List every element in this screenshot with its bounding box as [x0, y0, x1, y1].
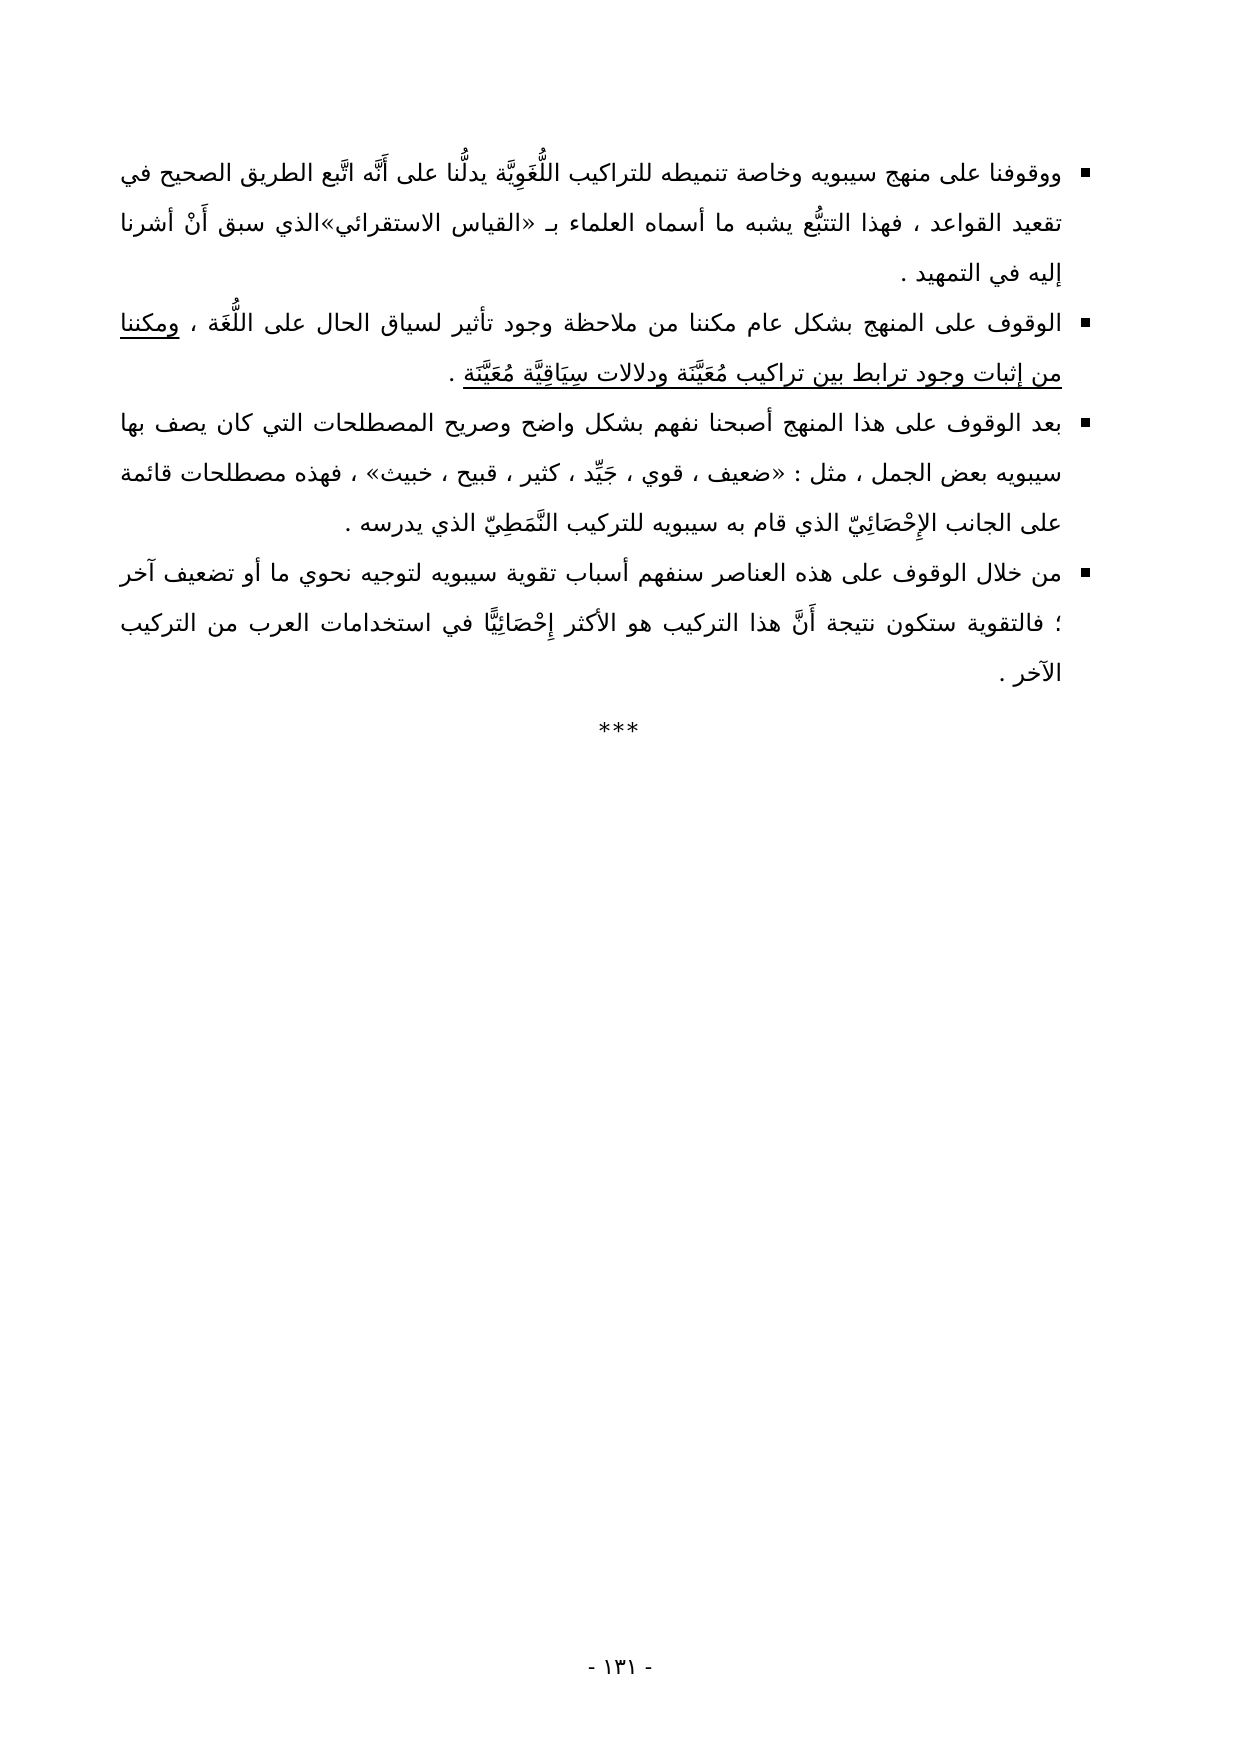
- list-item: [120, 398, 1062, 548]
- underlined-text: ومكننا من إثبات وجود ترابط بين تراكيب مُعَيَّنَة ودلالات سِيَاقِيَّة مُعَيَّنَة: [120, 309, 1062, 387]
- body-text: [120, 148, 1062, 698]
- list-item: [120, 148, 1062, 298]
- paragraph-text: بعد الوقوف على هذا المنهج أصبحنا نفهم بشكل واضح وصريح المصطلحات التي كان يصف بها سيبويه بعض الجمل ، مثل : «ضعيف ، قوي ، جَيِّد ، كثير ، قبيح ، خبيث» ، فهذه مصطلحات قائمة على الجانب الإِحْصَائِيّ الذي قام به سيبويه للتركيب النَّمَطِيّ الذي يدرسه .: [120, 409, 1062, 537]
- paragraph-text: من خلال الوقوف على هذه العناصر سنفهم أسباب تقوية سيبويه لتوجيه نحوي ما أو تضعيف آخر ؛ فالتقوية ستكون نتيجة أَنَّ هذا التركيب هو الأكثر إِحْصَائِيًّا في استخدامات العرب من التركيب الآخر .: [120, 559, 1063, 687]
- paragraph-end: .: [447, 359, 464, 387]
- paragraph-text: الوقوف على المنهج بشكل عام مكننا من ملاحظة وجود تأثير لسياق الحال على اللُّغَة ،: [179, 309, 1062, 337]
- square-bullet-icon: [1081, 568, 1090, 577]
- list-item: [120, 548, 1062, 698]
- bullet-list: [120, 148, 1062, 698]
- section-separator: ***: [599, 720, 641, 745]
- list-item: [120, 298, 1062, 398]
- square-bullet-icon: [1081, 168, 1090, 177]
- paragraph-text: ووقوفنا على منهج سيبويه وخاصة تنميطه للتراكيب اللُّغَوِيَّة يدلُّنا على أَنَّه اتَّبع الطريق الصحيح في تقعيد القواعد ، فهذا التتبُّع يشبه ما أسماه العلماء بـ «القياس الاستقرائي»الذي سبق أَنْ أشرنا إليه في التمهيد .: [120, 159, 1062, 287]
- square-bullet-icon: [1081, 418, 1090, 427]
- square-bullet-icon: [1081, 318, 1090, 327]
- page-number: - ١٣١ -: [587, 1655, 653, 1680]
